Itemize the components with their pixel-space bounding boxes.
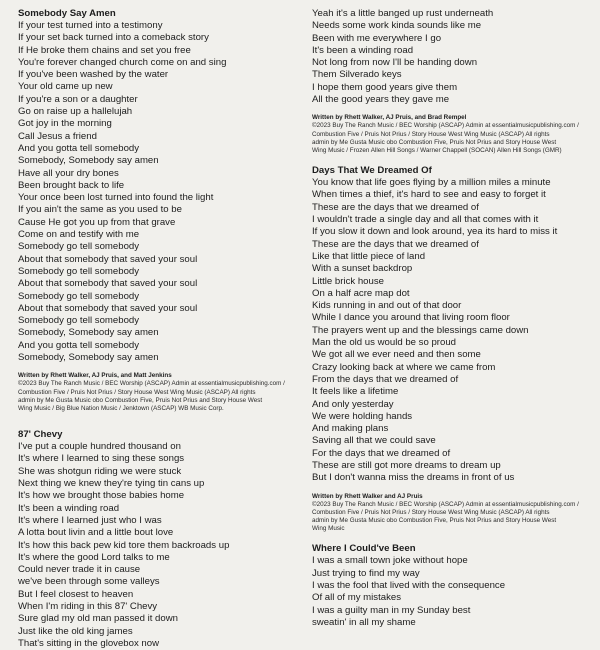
credit-line: Combustion Five / Pruis Not Prius / Story House West Wing Music (ASCAP) All rights (312, 508, 550, 516)
lyric-line: I was the fool that lived with the consequence (312, 580, 506, 592)
lyric-line: Needs some work kinda sounds like me (312, 20, 482, 32)
credit-heading: Written by Rhett Walker and AJ Pruis (312, 492, 423, 500)
song-where-i-couldve-been (312, 543, 592, 629)
lyrics-list (312, 8, 592, 106)
song-title: 87' Chevy (18, 429, 63, 441)
song-title: Somebody Say Amen (18, 8, 116, 19)
lyric-line: When I'm riding in this 87' Chevy (18, 600, 158, 612)
lyric-line: A lotta bout livin and a little bout love (18, 527, 174, 539)
lyric-line: Yeah it's a little banged up rust underneath (312, 8, 494, 19)
song-87-chevy-continued (312, 8, 592, 155)
lyric-line: Got joy in the morning (18, 118, 112, 130)
lyric-line: Like that little piece of land (312, 250, 426, 262)
song-87-chevy (18, 429, 298, 650)
credit-line: ©2023 Buy The Ranch Music / BEC Worship (ASCAP) Admin at essentialmusicpublishing.com / (312, 122, 579, 130)
credit-line: Wing Music / Big Blue Nation Music / Jenktown (ASCAP) WB Music Corp. (18, 404, 224, 412)
credit-body (312, 501, 592, 534)
lyric-line: About that somebody that saved your soul (18, 253, 198, 265)
lyric-line: If you're a son or a daughter (18, 93, 138, 105)
lyric-line: Saving all that we could save (312, 435, 436, 447)
lyric-line: If your test turned into a testimony (18, 20, 163, 31)
lyric-line: Somebody, Somebody say amen (18, 327, 159, 339)
lyric-line: And you gotta tell somebody (18, 339, 140, 351)
lyric-line: I was a guilty man in my Sunday best (312, 604, 471, 616)
lyric-line: You know that life goes flying by a million miles a minute (312, 177, 551, 189)
credit-line: admin by Me Gusta Music obo Combustion Five, Pruis Not Prius and Story House West (312, 517, 557, 525)
lyric-line: And only yesterday (312, 398, 394, 410)
lyric-line: About that somebody that saved your soul (18, 278, 198, 290)
lyric-line: Somebody go tell somebody (18, 290, 140, 302)
credit-line: Wing Music / Frozen Allen Hill Songs / Warner Chappell (SOCAN) Allen Hill Songs (GMR) (312, 146, 562, 154)
lyric-line: But I feel closest to heaven (18, 588, 134, 600)
lyric-line: It feels like a lifetime (312, 386, 399, 398)
lyric-line: Somebody, Somebody say amen (18, 155, 159, 167)
lyric-line: Your once been lost turned into found the light (18, 192, 214, 204)
lyric-line: I was a small town joke without hope (312, 555, 468, 567)
lyric-line: Just trying to find my way (312, 567, 420, 579)
lyrics-list (312, 555, 592, 629)
lyric-line: These are still got more dreams to dream up (312, 460, 501, 472)
lyric-line: Somebody, Somebody say amen (18, 352, 159, 364)
lyric-line: Kids running in and out of that door (312, 300, 462, 312)
lyric-line: If you slow it down and look around, yea its hard to miss it (312, 226, 558, 238)
song-somebody-say-amen (18, 8, 298, 413)
lyric-line: With a sunset backdrop (312, 263, 413, 275)
credit-body (18, 380, 298, 413)
lyric-line: If you ain't the same as you used to be (18, 204, 182, 216)
lyric-line: When times a thief, it's hard to see and easy to forget it (312, 189, 546, 201)
lyrics-list (18, 20, 298, 364)
lyric-line: Man the old us would be so proud (312, 337, 456, 349)
lyric-line: If you've been washed by the water (18, 69, 169, 81)
credit-line: ©2023 Buy The Ranch Music / BEC Worship (ASCAP) Admin at essentialmusicpublishing.com / (312, 500, 579, 508)
lyrics-list (312, 177, 592, 484)
lyric-line: Not long from now I'll be handing down (312, 57, 478, 69)
credit-line: Wing Music (312, 525, 345, 533)
song-title: Days That We Dreamed Of (312, 165, 432, 177)
lyric-line: It's where I learned to sing these songs (18, 453, 185, 465)
credit-heading: Written by Rhett Walker, AJ Pruis, and Brad Rempel (312, 114, 467, 122)
credit-line: Combustion Five / Pruis Not Prius / Story House West Wing Music (ASCAP) All rights (18, 388, 256, 396)
lyric-line: Could never trade it in cause (18, 564, 141, 576)
lyric-line: we've been through some valleys (18, 576, 160, 588)
lyric-line: If He broke them chains and set you free (18, 44, 191, 56)
lyric-line: Been with me everywhere I go (312, 32, 442, 44)
lyric-line: If your set back turned into a comeback story (18, 32, 209, 44)
credit-line: admin by Me Gusta Music obo Combustion Five, Pruis Not Prius and Story House West (18, 396, 263, 404)
lyric-line: Somebody go tell somebody (18, 265, 140, 277)
lyric-line: We got all we ever need and then some (312, 349, 481, 361)
lyric-line: It's where the good Lord talks to me (18, 551, 170, 563)
lyric-line: It's been a winding road (18, 502, 120, 514)
lyric-line: All the good years they gave me (312, 94, 450, 106)
credit-heading: Written by Rhett Walker, AJ Pruis, and Matt Jenkins (18, 372, 172, 380)
lyric-line: Call Jesus a friend (18, 130, 97, 142)
lyric-line: From the days that we dreamed of (312, 373, 459, 385)
credit-line: ©2023 Buy The Ranch Music / BEC Worship (ASCAP) Admin at essentialmusicpublishing.com / (18, 380, 285, 388)
lyric-line: I wouldn't trade a single day and all that comes with it (312, 214, 539, 226)
lyric-line: Just like the old king james (18, 625, 133, 637)
lyric-line: About that somebody that saved your soul (18, 302, 198, 314)
credit-body (312, 122, 592, 155)
lyric-line: These are the days that we dreamed of (312, 238, 479, 250)
right-column (312, 8, 592, 629)
lyric-line: I've put a couple hundred thousand on (18, 441, 181, 453)
lyric-line: Your old came up new (18, 81, 113, 93)
lyric-line: We were holding hands (312, 410, 413, 422)
lyric-line: You're forever changed church come on and sing (18, 56, 227, 68)
lyric-line: I hope them good years give them (312, 81, 458, 93)
lyric-line: Of all of my mistakes (312, 592, 402, 604)
lyric-line: That's sitting in the glovebox now (18, 637, 160, 649)
song-title: Where I Could've Been (312, 543, 416, 555)
lyric-line: These are the days that we dreamed of (312, 201, 479, 213)
left-column (18, 8, 298, 650)
lyrics-list (18, 441, 298, 650)
lyric-line: It's been a winding road (312, 44, 414, 56)
lyric-line: Go on raise up a hallelujah (18, 106, 133, 118)
lyric-line: On a half acre map dot (312, 287, 410, 299)
lyric-line: Little brick house (312, 275, 384, 287)
lyric-line: Cause He got you up from that grave (18, 216, 176, 228)
lyric-line: And you gotta tell somebody (18, 142, 140, 154)
lyric-line: Have all your dry bones (18, 167, 119, 179)
lyric-line: Sure glad my old man passed it down (18, 613, 178, 625)
lyric-line: For the days that we dreamed of (312, 447, 451, 459)
credit-line: admin by Me Gusta Music obo Combustion Five, Pruis Not Prius and Story House West (312, 138, 557, 146)
lyric-line: Next thing we knew they're tying tin cans up (18, 478, 205, 490)
lyric-line: While I dance you around that living room floor (312, 312, 510, 324)
lyric-line: It's where I learned just who I was (18, 514, 162, 526)
lyric-line: Somebody go tell somebody (18, 241, 140, 253)
lyric-line: It's how this back pew kid tore them backroads up (18, 539, 230, 551)
lyric-line: But I don't wanna miss the dreams in front of us (312, 472, 515, 484)
lyric-line: And making plans (312, 423, 389, 435)
lyric-line: She was shotgun riding we were stuck (18, 465, 182, 477)
lyric-line: It's how we brought those babies home (18, 490, 185, 502)
lyric-line: Been brought back to life (18, 179, 125, 191)
credit-line: Combustion Five / Pruis Not Prius / Story House West Wing Music (ASCAP) All rights (312, 130, 550, 138)
lyric-line: The prayers went up and the blessings came down (312, 324, 529, 336)
lyric-line: Somebody go tell somebody (18, 315, 140, 327)
lyric-line: Crazy looking back at where we came from (312, 361, 496, 373)
lyric-line: Come on and testify with me (18, 229, 140, 241)
song-days-that-we-dreamed-of (312, 165, 592, 533)
lyric-line: sweatin' in all my shame (312, 616, 416, 628)
lyric-line: Them Silverado keys (312, 69, 402, 81)
